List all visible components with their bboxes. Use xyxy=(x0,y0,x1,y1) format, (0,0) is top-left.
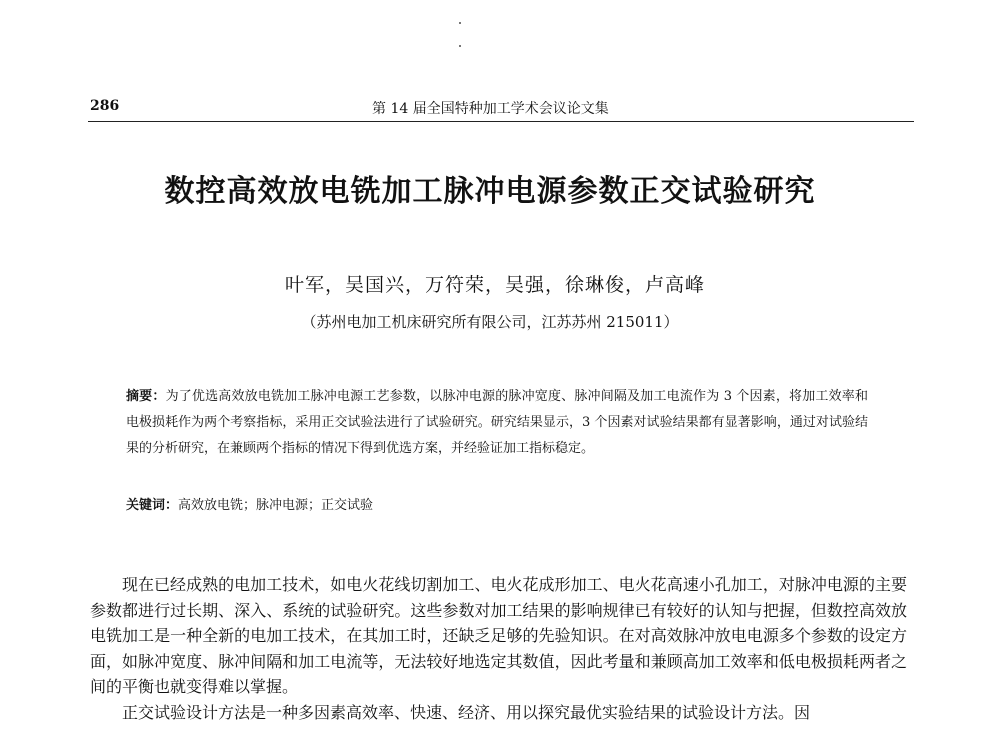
paper-affiliation: （苏州电加工机床研究所有限公司，江苏苏州 215011） xyxy=(301,313,679,331)
body-text xyxy=(90,572,907,725)
abstract-label: 摘要： xyxy=(126,389,166,404)
paper-authors: 叶军，吴国兴，万符荣，吴强，徐琳俊，卢高峰 xyxy=(284,274,705,296)
paper-title: 数控高效放电铣加工脉冲电源参数正交试验研究 xyxy=(164,174,816,209)
scan-speck xyxy=(459,22,461,24)
body-paragraph-1: 现在已经成熟的电加工技术，如电火花线切割加工、电火花成形加工、电火花高速小孔加工，对脉冲电源的主要参数都进行过长期、深入、系统的试验研究。这些参数对加工结果的影响规律已有较好的认知与把握，但数控高效放电铣加工是一种全新的电加工技术，在其加工时，还缺乏足够的先验知识。在对高效脉冲放电电源多个参数的设定方面，如脉冲宽度、脉冲间隔和加工电流等，无法较好地选定其数值，因此考量和兼顾高加工效率和低电极损耗两者之间的平衡也就变得难以掌握。 xyxy=(90,575,907,696)
abstract xyxy=(126,384,868,462)
body-paragraph-2: 正交试验设计方法是一种多因素高效率、快速、经济、用以探究最优实验结果的试验设计方法。因 xyxy=(122,702,811,722)
keywords-text: 高效放电铣；脉冲电源；正交试验 xyxy=(178,498,374,513)
abstract-text: 为了优选高效放电铣加工脉冲电源工艺参数，以脉冲电源的脉冲宽度、脉冲间隔及加工电流作为 3 个因素，将加工效率和电极损耗作为两个考察指标，采用正交试验法进行了试验研究。研究结果显示，3 个因素对试验结果都有显著影响，通过对试验结果的分析研究，在兼顾两个指标的情况下得到优选方案，并经验证加工指标稳定。 xyxy=(126,389,868,456)
page-number: 286 xyxy=(90,98,120,114)
keywords xyxy=(126,496,868,516)
keywords-label: 关键词： xyxy=(126,498,179,513)
scan-speck xyxy=(459,45,461,47)
header-rule xyxy=(88,121,914,122)
running-head: 第 14 届全国特种加工学术会议论文集 xyxy=(372,101,609,117)
